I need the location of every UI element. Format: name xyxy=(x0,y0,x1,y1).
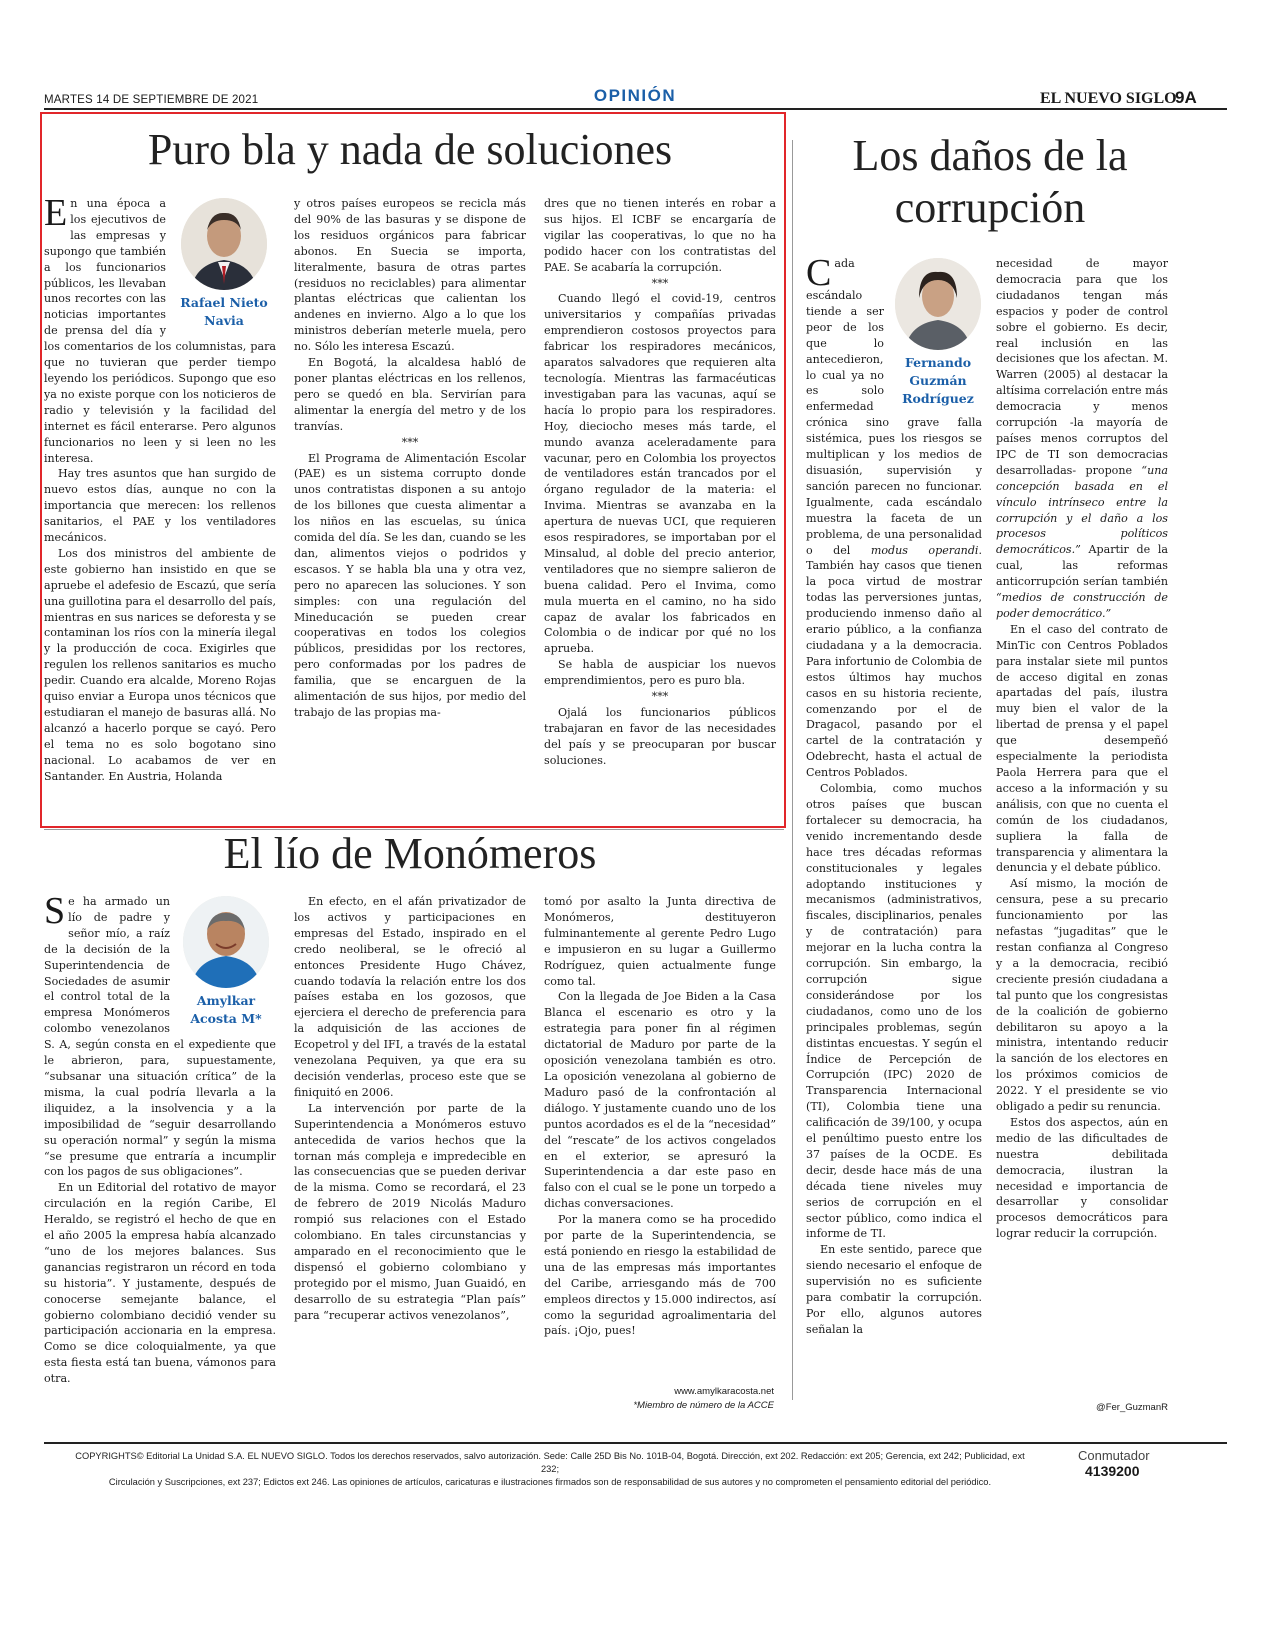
paragraph: Con la llegada de Joe Biden a la Casa Blanca el escenario es otro y la estrategia para poner fin al régimen dictatorial de Maduro por parte de la oposición venezolana también es otro. La oposición venezolana al gobierno de Maduro pasó de la confrontación al diálogo. Y justamente cuando uno de los puntos acordados es el de la “necesidad” del “rescate” de los activos congelados en el exterior, se apresuró la Superintendencia a dar este paso en falso con el cual se le pone un torpedo a dichas conversaciones. xyxy=(544,990,776,1211)
portrait-icon xyxy=(183,896,269,988)
author-name: Rodríguez xyxy=(902,391,974,406)
article-title: Puro bla y nada de soluciones xyxy=(147,125,673,174)
author-footnote: *Miembro de número de la ACCE xyxy=(633,1400,774,1411)
article-column xyxy=(806,256,982,1416)
paragraph: Por la manera como se ha procedido por parte de la Superintendencia, se está poniendo en riesgo la estabilidad de una de las empresas más importantes del Caribe, arriesgando más de 700 empleos directos y 15.000 indirectos, así como la seguridad agroalimentaria del país. ¡Ojo, pues! xyxy=(544,1213,776,1338)
section-title: OPINIÓN xyxy=(593,86,677,105)
paragraph: y otros países europeos se recicla más del 90% de las basuras y se dispone de los residuos orgánicos para fabricar abonos. En Suecia se importa, literalmente, basura de otras partes (residuos no reciclables) para alimentar plantas eléctricas que calientan los andenes en invierno. Algo a lo que los ministros deberían meterle muela, pero no. Sólo les interesa Escazú. xyxy=(294,197,526,354)
separator: *** xyxy=(401,435,419,449)
paragraph: En este sentido, parece que siendo necesario el enfoque de supervisión no es suficiente para combatir la corrupción. Por ello, algunos autores señalan la xyxy=(806,1243,982,1336)
article-column xyxy=(996,256,1168,1416)
paragraph: necesidad de mayor democracia para que los ciudadanos tengan más espacios y poder de control sobre el gobierno. Es decir, real inclusión en las decisiones que los afectan. M. Warren (2005) al destacar la altísima correlación entre más democracia y menos corrupción -la mayoría de países menos corruptos del IPC de TI son democracias desarrolladas- propone “una concepción basada en el vínculo intrínseco entre la corrupción y el daño a los procesos políticos democráticos.” Apartir de la cual, las reformas anticorrupción serían también “medios de construcción de poder democrático.” xyxy=(996,257,1168,620)
article-column xyxy=(544,894,776,1379)
author-name: Fernando xyxy=(904,355,972,370)
article-column xyxy=(294,196,526,806)
header-rule xyxy=(44,108,1227,110)
separator: *** xyxy=(651,690,669,704)
edition-date: MARTES 14 DE SEPTIEMBRE DE 2021 xyxy=(44,94,259,106)
drop-cap: E xyxy=(44,196,68,234)
author-name: Guzmán xyxy=(909,373,967,388)
portrait-icon xyxy=(181,198,267,290)
paragraph: dres que no tienen interés en robar a sus hijos. El ICBF se encargaría de vigilar las cooperativas, lo que no ha podido hacer con los contratistas del PAE. Se acabaría la corrupción. xyxy=(544,197,776,274)
author-website: www.amylkaracosta.net xyxy=(674,1386,774,1397)
paragraph: Cuando llegó el covid-19, centros universitarios y compañías privadas emprendieron costosos proyectos para fabricar los respiradores mecánicos, aparatos salvadores que requieren alta tecnología. Mientras las farmacéuticas investigaban para las vacunas, aquí se hacía lo propio para los respiradores. Hoy, dieciocho meses más tarde, el mundo avanza aceleradamente para vacunar, pero en Colombia los proyectos de ventiladores están trancados por el órgano regulador de la materia: el Invima. Mientras se avanzaba en la apertura de nuevas UCI, que requieren esos respiradores, se importaban por el Minsalud, al doble del precio anterior, ventiladores que no siempre salieron de buena calidad. Pero el Invima, como mula muerta en el camino, no ha sido capaz de avalar los fabricados en Colombia o de indicar por qué no los aprueba. xyxy=(544,292,776,656)
article-column xyxy=(44,196,276,806)
switchboard-label: Conmutador xyxy=(1078,1448,1150,1463)
paragraph: La intervención por parte de la Superintendencia a Monómeros estuvo antecedida de varios hechos que la tornan más compleja e impredecible en las consecuencias que se pueden derivar de la misma. Como se recordará, el 23 de febrero de 2019 Nicolás Maduro rompió sus relaciones con el Estado colombiano. En tales circunstancias y amparado en el reconocimiento que le dispensó el gobierno colombiano y protegido por el mismo, Juan Guaidó, en desarrollo de su estrategia “Plan país” para “recuperar activos venezolanos”, xyxy=(294,1101,526,1322)
paragraph: En Bogotá, la alcaldesa habló de poner plantas eléctricas en los rellenos, pero se quedó en bla. Servirían para alimentar la energía del metro y de los tranvías. xyxy=(294,356,526,433)
paragraph: En una época a los ejecutivos de las empresas y supongo que también a los funcionarios públicos, les llevaban unos recortes con las noticias importantes de prensa del día y los comentarios de los columnistas, para que no tuvieran que perder tiempo leyendo los periódicos. Supongo que eso ya no existe porque con los noticieros de radio y televisión y la facilidad del internet es fácil enterarse. Pero algunos funcionarios no leen y si leen no les interesa. xyxy=(44,196,276,465)
drop-cap: C xyxy=(806,256,832,294)
author-name: Navia xyxy=(204,313,244,328)
paragraph: En el caso del contrato de MinTic con Centros Poblados para instalar siete mil puntos de acceso digital en zonas apartadas del país, ilustra muy bien el valor de la libertad de prensa y el papel que desempeñó especialmente la periodista Paola Herrera para que el acceso a la información y su análisis, con que no cuenta el común de los ciudadanos, supliera la falla de transparencia y alimentara la denuncia y el debate público. xyxy=(996,622,1168,875)
paragraph: Así mismo, la moción de censura, pese a su precario funcionamiento por las nefastas “jugaditas” que le restan confianza al Congreso y a la democracia, recibió creciente presión ciudadana a tal punto que los congresistas de la coalición de gobierno debilitaron su apoyo a la ministra, intentando reducir la sanción de los electores en los próximos comicios de 2022. Y el presidente se vio obligado a pedir su renuncia. xyxy=(996,877,1168,1114)
paragraph: Se habla de auspiciar los nuevos emprendimientos, pero es puro bla. xyxy=(544,658,776,688)
paragraph: Estos dos aspectos, aún en medio de las dificultades de nuestra debilitada democracia, ilustran la necesidad e importancia de desarrollar y consolidar procesos democráticos para lograr reducir la corrupción. xyxy=(996,1115,1168,1241)
author-twitter: @Fer_GuzmanR xyxy=(1096,1402,1168,1413)
author-name: Rafael Nieto xyxy=(180,295,268,310)
author-block xyxy=(890,256,982,408)
paragraph: El Programa de Alimentación Escolar (PAE) es un sistema corrupto donde unos contratistas disponen a su antojo de los billones que cuesta alimentar a los niños en las escuelas, su única comida del día. Se les dan, cuando se les dan, alimentos viejos o podridos y escasos. Y se habla bla una y otra vez, pero no aparecen las soluciones. Y son simples: con una regulación del Mineducación se pueden crear cooperativas en todos los colegios públicos, presididas por los rectores, pero conformadas por los padres de familia, que se encarguen de la alimentación de sus hijos, por medio del trabajo de las propias ma- xyxy=(294,451,526,719)
footer-copyright: COPYRIGHTS© Editorial La Unidad S.A. EL NUEVO SIGLO. Todos los derechos reservados, salvo autorización. Sede: Calle 25D Bis No. 101B-04, Bogotá. Dirección, ext 202. Redacción: ext 205; Gerencia, ext 242; Publicidad, ext 232; Circulación y Suscripciones, ext 237; Edictos ext 246. Las opiniones de artículos, caricaturas e ilustraciones firmados son de responsabilidad de sus autores y no comprometen el pensamiento editorial del periódico. xyxy=(75,1451,1025,1487)
author-block xyxy=(172,196,276,330)
separator: *** xyxy=(651,276,669,290)
page-number: 9A xyxy=(1175,88,1197,107)
paragraph: En efecto, en el afán privatizador de los activos y participaciones en empresas del Estado, inspirado en el credo neoliberal, se le ofreció al entonces Presidente Hugo Chávez, cuando todavía la relación entre los dos países estaba en los gozosos, que ejerciera el derecho de preferencia para la adquisición de las acciones de Ecopetrol y del IFI, a través de la estatal venezolana Pequiven, ya que era su decisión venderlas, proceso este que se finiquitó en 2006. xyxy=(294,895,526,1099)
author-photo xyxy=(895,258,981,350)
footer-rule xyxy=(44,1442,1227,1444)
article-column xyxy=(294,894,526,1414)
paragraph: Colombia, como muchos otros países que buscan fortalecer su democracia, ha venido incrementando desde hace tres décadas reformas constitucionales y legales adoptando instituciones y mecanismos (administrativos, fiscales, disciplinarios, penales y de contratación) para mejorar en la lucha contra la corrupción. Sin embargo, la corrupción sigue considerándose por los ciudadanos, como uno de los principales problemas, según distintas encuestas. Y según el Índice de Percepción de Corrupción (IPC) 2020 de Transparencia Internacional (TI), Colombia tiene una calificación de 39/100, y ocupa el penúltimo puesto entre los 37 países de la OCDE. Es decir, desde hace más de una década tiene niveles muy serios de corrupción en el sector público, como indica el informe de TI. xyxy=(806,782,982,1241)
newspaper-name: EL NUEVO SIGLO xyxy=(1040,90,1177,107)
article-title: El lío de Monómeros xyxy=(223,829,597,878)
article-column xyxy=(544,196,776,806)
paragraph: Cada escándalo tiende a ser peor de los que lo antecedieron, lo cual ya no es solo enfermedad crónica sino grave falla sistémica, pues los riesgos se multiplican y los medios de disuasión, supervisión y sanción parecen no funcionar. Igualmente, cada escándalo muestra la faceta de un problema, de una personalidad o del modus operandi. También hay casos que tienen la poca virtud de mostrar todas las perversiones juntas, produciendo inmenso daño al erario público, a la confianza ciudadana y a la democracia. Para infortunio de Colombia de estos últimos hay muchos casos en su historia reciente, comenzando por el de Dragacol, pasando por el cartel de la contratación y Odebrecht, hasta el actual de Centros Poblados. xyxy=(806,256,982,780)
drop-cap: S xyxy=(44,894,66,932)
author-name: Amylkar xyxy=(196,993,256,1008)
paragraph: tomó por asalto la Junta directiva de Monómeros, destituyeron fulminantemente al gerente Pedro Lugo e impusieron en su lugar a Guillermo Rodríguez, quien actualmente funge como tal. xyxy=(544,895,776,988)
author-block xyxy=(176,894,276,1028)
article-title: Los daños de la corrupción xyxy=(852,131,1128,232)
paragraph: Hay tres asuntos que han surgido de nuevo estos días, aunque no con la importancia que merecen: los rellenos sanitarios, el PAE y los ventiladores mecánicos. xyxy=(44,467,276,545)
paragraph: Se ha armado un lío de padre y señor mío, a raíz de la decisión de la Superintendencia de Sociedades de asumir el control total de la empresa Monómeros colombo venezolanos S. A, según consta en el expediente que le abrieron, para, supuestamente, “subsanar una situación crítica” de la misma, la cual podría llevarla a la iliquidez, a la insolvencia y a la imposibilidad de “seguir desarrollando su operación normal” y según la misma “se presume que entraría a incumplir con los pagos de sus obligaciones”. xyxy=(44,894,276,1179)
column-divider xyxy=(792,140,793,1400)
author-name: Acosta M* xyxy=(190,1011,262,1026)
portrait-icon xyxy=(895,258,981,350)
paragraph: Los dos ministros del ambiente de este gobierno han insistido en que se apruebe el adefesio de Escazú, que sería una guillotina para el desarrollo del país, mientras en sus narices se deforesta y se contaminan los ríos con la minería ilegal y la producción de coca. Exigirles que regulen los rellenos sanitarios es mucho pedir. Cuando era alcalde, Moreno Rojas quiso enviar a Europa unos técnicos que estudiaran el manejo de basuras allá. No alcanzó a hacerlo porque se cayó. Pero el tema no es solo bogotano sino nacional. Lo acabamos de ver en Santander. En Austria, Holanda xyxy=(44,546,276,783)
author-photo xyxy=(181,198,267,290)
paragraph: Ojalá los funcionarios públicos trabajaran en favor de las necesidades del país y se preocuparan por buscar soluciones. xyxy=(544,706,776,767)
paragraph: En un Editorial del rotativo de mayor circulación en la región Caribe, El Heraldo, se registró el hecho de que en el año 2005 la empresa había alcanzado “uno de los mejores balances. Sus ganancias registraron un récord en toda su historia”. Y justamente, después de conocerse semejante balance, el gobierno colombiano decidió vender su participación accionaria en la empresa. Como se dice coloquialmente, ya que esta fiesta está tan buena, vámonos para otra. xyxy=(44,1181,276,1386)
switchboard-number: 4139200 xyxy=(1085,1463,1140,1479)
author-photo xyxy=(183,896,269,988)
article-column xyxy=(44,894,276,1414)
